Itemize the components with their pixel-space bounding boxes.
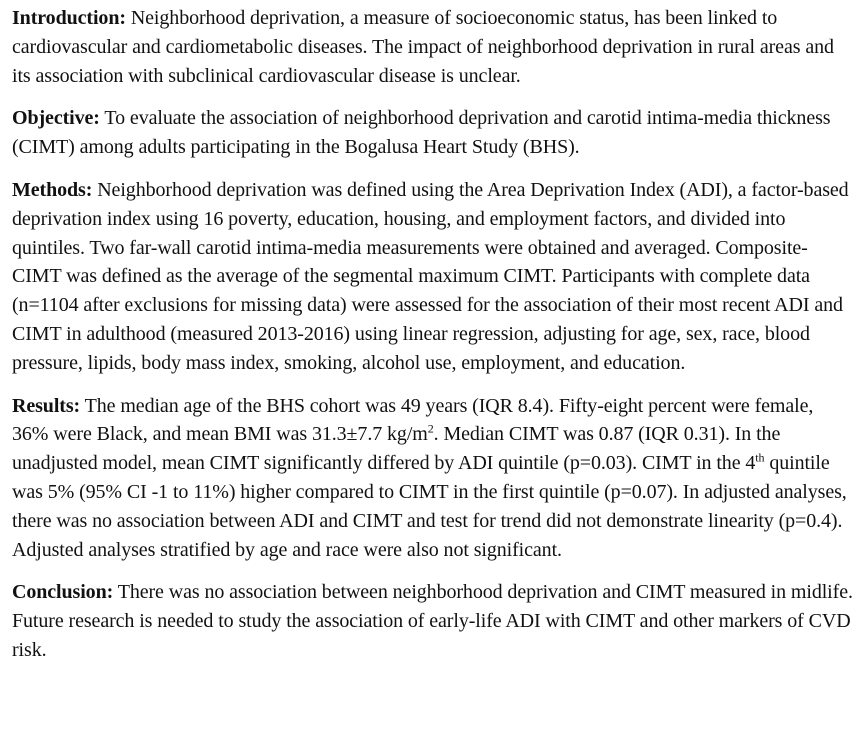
- results-text-3: quintile was 5% (95% CI -1 to 11%) higher compared to CIMT in the first quintile (p=0.07). In adjusted analyses, there was no association between ADI and CIMT and test for trend did not demonstrate linearity (p=0.4). Adjusted analyses stratified by age and race were also not significant.: [12, 452, 847, 561]
- conclusion-text: There was no association between neighborhood deprivation and CIMT measured in midlife. Future research is needed to study the association of early-life ADI with CIMT and other markers of CVD risk.: [12, 581, 853, 661]
- results-text-1: The median age of the BHS cohort was 49 years (IQR 8.4). Fifty-eight percent were female, 36% were Black, and mean BMI was 31.3±7.7 kg/m: [12, 394, 814, 446]
- results-text-2: . Median CIMT was 0.87 (IQR 0.31). In the unadjusted model, mean CIMT significantly differed by ADI quintile (p=0.03). CIMT in the 4: [12, 423, 781, 475]
- methods-heading: Methods:: [12, 178, 93, 201]
- results-paragraph: [12, 392, 854, 565]
- introduction-heading: Introduction:: [12, 7, 126, 29]
- objective-text: To evaluate the association of neighborhood deprivation and carotid intima-media thickness (CIMT) among adults participating in the Bogalusa Heart Study (BHS).: [12, 107, 831, 159]
- conclusion-heading: Conclusion:: [12, 581, 114, 604]
- introduction-paragraph: [12, 4, 854, 90]
- introduction-text: Neighborhood deprivation, a measure of socioeconomic status, has been linked to cardiovascular and cardiometabolic diseases. The impact of neighborhood deprivation in rural areas and its association with subclinical cardiovascular disease is unclear.: [12, 7, 834, 87]
- conclusion-paragraph: [12, 578, 854, 664]
- results-superscript-squared: 2: [427, 421, 434, 436]
- methods-text: Neighborhood deprivation was defined using the Area Deprivation Index (ADI), a factor-based deprivation index using 16 poverty, education, housing, and employment factors, and divided into quintiles. Two far-wall carotid intima-media measurements were obtained and averaged. Composite-CIMT was defined as the average of the segmental maximum CIMT. Participants with complete data (n=1104 after exclusions for missing data) were assessed for the association of their most recent ADI and CIMT in adulthood (measured 2013-2016) using linear regression, adjusting for age, sex, race, blood pressure, lipids, body mass index, smoking, alcohol use, employment, and education.: [12, 178, 849, 374]
- results-superscript-th: th: [755, 450, 765, 465]
- methods-paragraph: [12, 176, 854, 378]
- objective-heading: Objective:: [12, 107, 100, 130]
- objective-paragraph: [12, 104, 854, 162]
- results-heading: Results:: [12, 394, 81, 417]
